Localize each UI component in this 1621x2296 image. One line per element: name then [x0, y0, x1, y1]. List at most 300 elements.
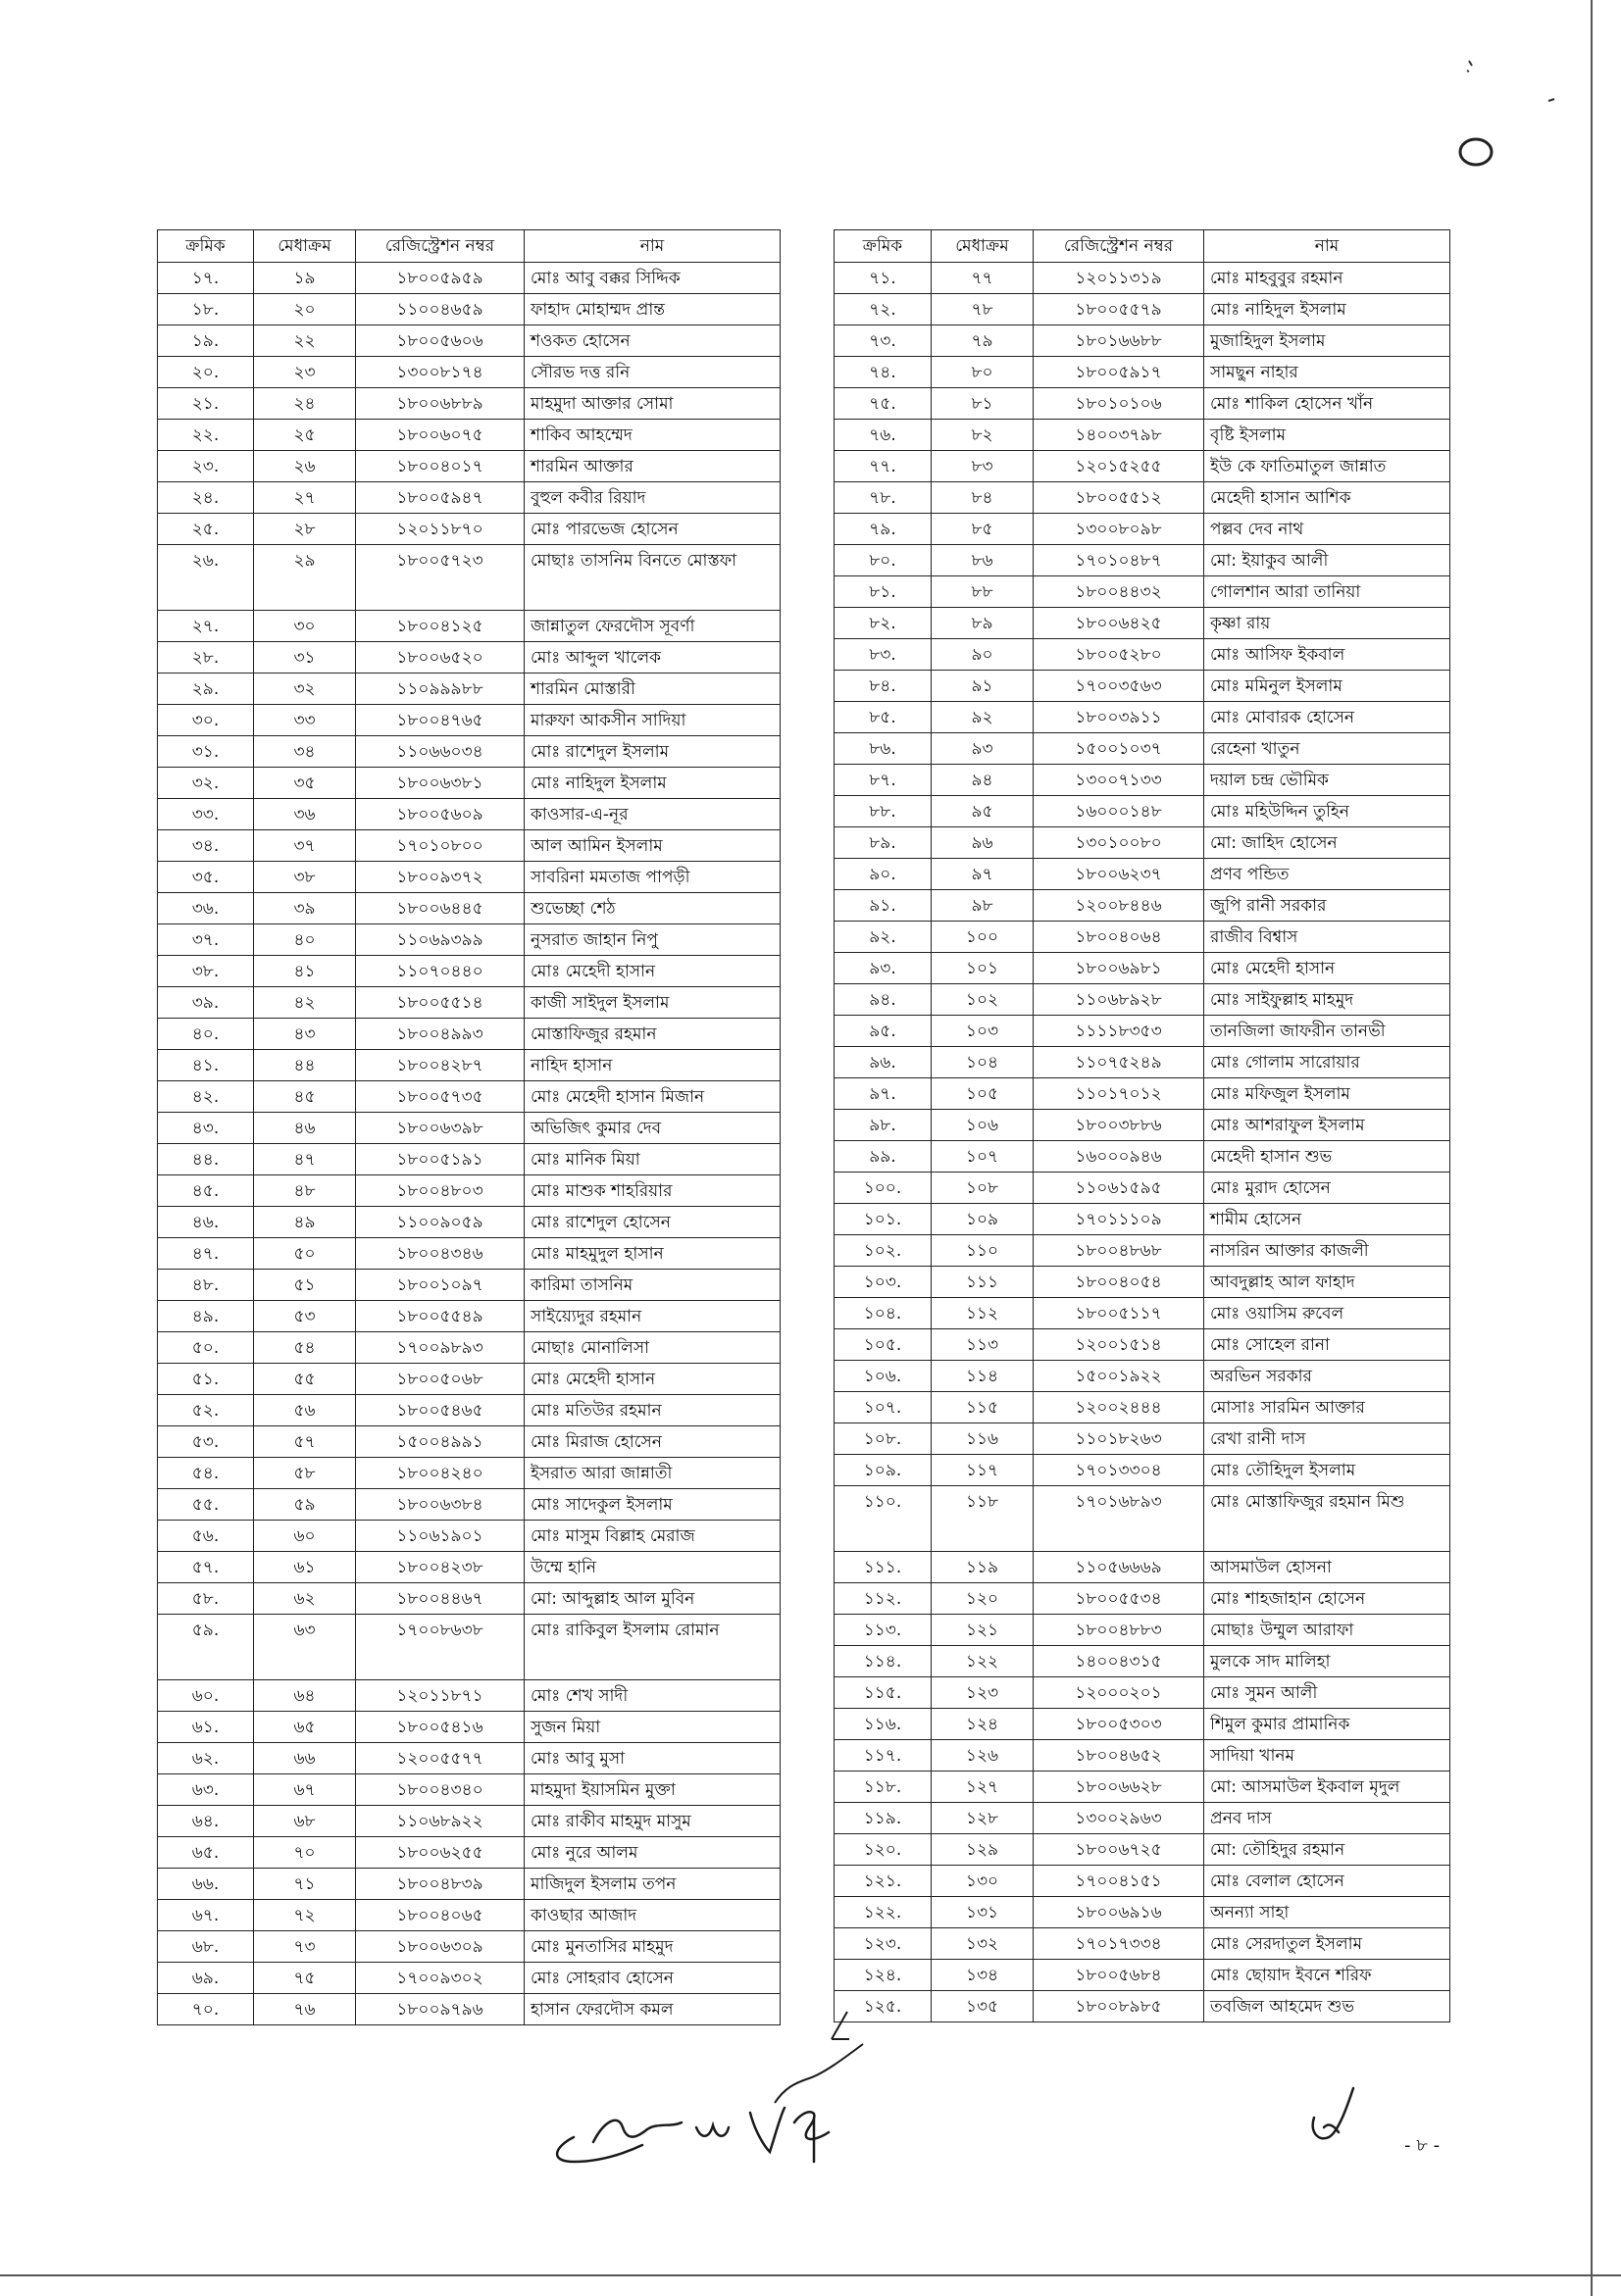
cell-merit: ১০৮ — [932, 1173, 1034, 1204]
table-row — [158, 674, 781, 705]
cell-merit: ২৬ — [254, 451, 356, 482]
cell-registration: ১৮০০৫৫৭৯ — [1034, 294, 1204, 325]
cell-merit: ৯৩ — [932, 733, 1034, 765]
cell-merit: ৬৮ — [254, 1806, 356, 1837]
cell-merit: ১৩১ — [932, 1897, 1034, 1928]
table-row — [835, 953, 1450, 984]
cell-merit: ১৩৪ — [932, 1960, 1034, 1991]
cell-merit: ৮১ — [932, 388, 1034, 420]
cell-merit: ৩৬ — [254, 799, 356, 830]
cell-registration: ১৮০০৫৭২৩ — [356, 545, 525, 611]
table-row — [158, 1175, 781, 1207]
cell-registration: ১১০১৭০১২ — [1034, 1078, 1204, 1110]
cell-merit: ২৫ — [254, 420, 356, 451]
cell-serial: ৬২. — [158, 1743, 254, 1774]
cell-registration: ১৮০০৪২৩৮ — [356, 1552, 525, 1583]
cell-registration: ১৮০১০১০৬ — [1034, 388, 1204, 420]
cell-merit: ১০৭ — [932, 1141, 1034, 1173]
cell-registration: ১৮০০৪০১৭ — [356, 451, 525, 482]
cell-name: মুজাহিদুল ইসলাম — [1204, 325, 1450, 357]
cell-serial: ৬০. — [158, 1680, 254, 1712]
table-row — [835, 1235, 1450, 1267]
cell-name: মেহেদী হাসান শুভ — [1204, 1141, 1450, 1173]
cell-registration: ১৮০০৬৫২০ — [356, 642, 525, 674]
table-row — [158, 1144, 781, 1175]
table-row — [835, 796, 1450, 827]
table-row — [835, 984, 1450, 1016]
table-row — [835, 576, 1450, 608]
cell-serial: ৫৮. — [158, 1583, 254, 1615]
cell-registration: ১৮০০৫৯১৭ — [1034, 357, 1204, 388]
table-row — [158, 1458, 781, 1489]
cell-name: উম্মে হানি — [525, 1552, 781, 1583]
table-row — [158, 768, 781, 799]
table-row — [835, 1267, 1450, 1298]
table-row — [158, 1270, 781, 1301]
table-row — [835, 325, 1450, 357]
cell-registration: ১১০৬১৯০১ — [356, 1521, 525, 1552]
cell-serial: ৫৪. — [158, 1458, 254, 1489]
cell-merit: ১৩৫ — [932, 1991, 1034, 2022]
cell-registration: ১৭০০৩৫৬৩ — [1034, 671, 1204, 702]
cell-registration: ১২০১৫২৫৫ — [1034, 451, 1204, 482]
cell-serial: ৪৪. — [158, 1144, 254, 1175]
cell-name: তবজিল আহমেদ শুভ — [1204, 1991, 1450, 2022]
cell-name: মোঃ রাশেদুল ইসলাম — [525, 736, 781, 768]
cell-name: মারুফা আকসীন সাদিয়া — [525, 705, 781, 736]
cell-serial: ৯৭. — [835, 1078, 932, 1110]
cell-serial: ৭৪. — [835, 357, 932, 388]
table-row — [835, 1897, 1450, 1928]
cell-name: মোঃ মেহেদী হাসান — [525, 1364, 781, 1395]
table-row — [158, 1931, 781, 1963]
cell-registration: ১৮০০৫৫১২ — [1034, 482, 1204, 514]
cell-registration: ১১০৫৬৬৬৯ — [1034, 1552, 1204, 1583]
cell-serial: ১০১. — [835, 1204, 932, 1235]
header-name: নাম — [525, 230, 781, 263]
cell-registration: ১২০১১৩১৯ — [1034, 263, 1204, 294]
cell-registration: ১৮০০৫২৮০ — [1034, 639, 1204, 671]
cell-name: মোঃ মিরাজ হোসেন — [525, 1426, 781, 1458]
cell-registration: ১৮০০৪৮৩৯ — [356, 1869, 525, 1900]
cell-merit: ৫৪ — [254, 1332, 356, 1364]
cell-serial: ১০৬. — [835, 1361, 932, 1392]
cell-name: মোঃ শাকিল হোসেন খাঁন — [1204, 388, 1450, 420]
cell-name: কারিমা তাসনিম — [525, 1270, 781, 1301]
header-merit: মেধাক্রম — [932, 230, 1034, 263]
cell-registration: ১৮০০৯৭৯৬ — [356, 1994, 525, 2025]
table-row — [835, 1677, 1450, 1709]
cell-serial: ৯৯. — [835, 1141, 932, 1173]
cell-registration: ১৮০০৫৩০৩ — [1034, 1709, 1204, 1740]
header-serial: ক্রমিক — [158, 230, 254, 263]
cell-merit: ৬৪ — [254, 1680, 356, 1712]
cell-registration: ১১০৯৯৯৮৮ — [356, 674, 525, 705]
cell-merit: ১০২ — [932, 984, 1034, 1016]
cell-name: আবদুল্লাহ আল ফাহাদ — [1204, 1267, 1450, 1298]
cell-registration: ১৮০০৪০৬৫ — [356, 1900, 525, 1931]
table-row — [158, 642, 781, 674]
cell-registration: ১৮০০৬৯৮১ — [1034, 953, 1204, 984]
cell-serial: ৫৭. — [158, 1552, 254, 1583]
cell-serial: ৩৪. — [158, 830, 254, 862]
table-row — [158, 482, 781, 514]
cell-name: মোঃ ওয়াসিম রুবেল — [1204, 1298, 1450, 1329]
cell-registration: ১৭০১৬৮৯৩ — [1034, 1486, 1204, 1552]
table-row — [158, 1806, 781, 1837]
table-row — [835, 1047, 1450, 1078]
cell-serial: ১২২. — [835, 1897, 932, 1928]
cell-name: কাওছার আজাদ — [525, 1900, 781, 1931]
table-row — [835, 1866, 1450, 1897]
cell-registration: ১১০০৯০৫৯ — [356, 1207, 525, 1238]
cell-name: নাহিদ হাসান — [525, 1050, 781, 1081]
table-row — [158, 545, 781, 611]
table-row — [835, 294, 1450, 325]
table-row — [835, 1486, 1450, 1552]
cell-registration: ১৮০০৪৭৬৫ — [356, 705, 525, 736]
cell-serial: ১১৭. — [835, 1740, 932, 1772]
table-row — [835, 702, 1450, 733]
cell-registration: ১৮০০১০৯৭ — [356, 1270, 525, 1301]
cell-merit: ১০৫ — [932, 1078, 1034, 1110]
cell-registration: ১৮০০৮৯৮৫ — [1034, 1991, 1204, 2022]
cell-registration: ১৮০০৬২৫৫ — [356, 1837, 525, 1869]
cell-merit: ৯২ — [932, 702, 1034, 733]
cell-serial: ১৯. — [158, 325, 254, 357]
cell-serial: ৩৬. — [158, 893, 254, 924]
table-row — [158, 893, 781, 924]
table-row — [835, 1960, 1450, 1991]
cell-serial: ৬৫. — [158, 1837, 254, 1869]
cell-name: মোঃ মোবারক হোসেন — [1204, 702, 1450, 733]
cell-name: শারমিন মোস্তারী — [525, 674, 781, 705]
cell-serial: ৪৯. — [158, 1301, 254, 1332]
cell-serial: ৯০. — [835, 859, 932, 890]
table-row — [158, 1395, 781, 1426]
table-row — [158, 1994, 781, 2025]
table-row — [835, 1078, 1450, 1110]
slash-mark — [824, 2010, 853, 2045]
cell-merit: ৪৪ — [254, 1050, 356, 1081]
cell-registration: ১৮০০৫৪৬৫ — [356, 1395, 525, 1426]
cell-registration: ১১০৬৬০৩৪ — [356, 736, 525, 768]
cell-name: মুলকে সাদ মালিহা — [1204, 1646, 1450, 1677]
cell-name: মোঃ ছোয়াদ ইবনে শরিফ — [1204, 1960, 1450, 1991]
cell-serial: ৫৩. — [158, 1426, 254, 1458]
cell-name: মোঃ সেরদাতুল ইসলাম — [1204, 1928, 1450, 1960]
cell-serial: ৬৯. — [158, 1963, 254, 1994]
cell-registration: ১৮০০৫০৬৮ — [356, 1364, 525, 1395]
table-row — [835, 859, 1450, 890]
table-row — [835, 1583, 1450, 1615]
cell-merit: ৭৯ — [932, 325, 1034, 357]
cell-merit: ৬০ — [254, 1521, 356, 1552]
cell-merit: ২৭ — [254, 482, 356, 514]
cell-registration: ১৮০০৬৮৮৯ — [356, 388, 525, 420]
cell-registration: ১৮০০৬৪২৫ — [1034, 608, 1204, 639]
table-row — [835, 827, 1450, 859]
cell-registration: ১৮০০৬৩৯৮ — [356, 1113, 525, 1144]
cell-serial: ৬৭. — [158, 1900, 254, 1931]
cell-merit: ৮৬ — [932, 545, 1034, 576]
cell-registration: ১৮০০৬৩০৯ — [356, 1931, 525, 1963]
cell-registration: ১২০১১৮৭০ — [356, 514, 525, 545]
signature-2 — [1294, 2078, 1373, 2157]
table-row — [835, 1141, 1450, 1173]
cell-name: পল্লব দেব নাথ — [1204, 514, 1450, 545]
cell-merit: ১২৬ — [932, 1740, 1034, 1772]
cell-merit: ১১৪ — [932, 1361, 1034, 1392]
cell-registration: ১৫০০৪৯৯১ — [356, 1426, 525, 1458]
cell-merit: ৮৫ — [932, 514, 1034, 545]
cell-registration: ১৮০০৬৭২৫ — [1034, 1834, 1204, 1866]
cell-merit: ৪৩ — [254, 1019, 356, 1050]
cell-name: মাহমুদা আক্তার সোমা — [525, 388, 781, 420]
cell-registration: ১৮০০৪৮০৩ — [356, 1175, 525, 1207]
cell-registration: ১৮০০৫৪১৬ — [356, 1712, 525, 1743]
cell-name: মোছাঃ উম্মুল আরাফা — [1204, 1615, 1450, 1646]
table-row — [158, 1583, 781, 1615]
cell-serial: ৫০. — [158, 1332, 254, 1364]
cell-name: মোঃ মেহেদী হাসান — [1204, 953, 1450, 984]
scan-edge-line — [1587, 0, 1596, 2296]
cell-merit: ১১৩ — [932, 1329, 1034, 1361]
cell-registration: ১৭০১১১০৯ — [1034, 1204, 1204, 1235]
cell-merit: ৫৬ — [254, 1395, 356, 1426]
header-registration: রেজিস্ট্রেশন নম্বর — [1034, 230, 1204, 263]
cell-merit: ১১১ — [932, 1267, 1034, 1298]
cell-merit: ৬৩ — [254, 1615, 356, 1680]
cell-merit: ৯৮ — [932, 890, 1034, 922]
cell-merit: ৭৬ — [254, 1994, 356, 2025]
cell-registration: ১৩০০২৯৬৩ — [1034, 1803, 1204, 1834]
cell-merit: ৩১ — [254, 642, 356, 674]
table-row — [835, 545, 1450, 576]
table-row — [158, 325, 781, 357]
cell-name: সাইয়্যেদুর রহমান — [525, 1301, 781, 1332]
cell-name: শিমুল কুমার প্রামানিক — [1204, 1709, 1450, 1740]
scan-speck-mark-2 — [1545, 93, 1560, 109]
cell-serial: ৮০. — [835, 545, 932, 576]
cell-name: বৃষ্টি ইসলাম — [1204, 420, 1450, 451]
cell-name: মোছাঃ তাসনিম বিনতে মোস্তফা — [525, 545, 781, 611]
cell-merit: ১১০ — [932, 1235, 1034, 1267]
header-merit: মেধাক্রম — [254, 230, 356, 263]
cell-merit: ৫৮ — [254, 1458, 356, 1489]
cell-merit: ৮৪ — [932, 482, 1034, 514]
table-row — [835, 1173, 1450, 1204]
table-row — [158, 263, 781, 294]
cell-serial: ১১৯. — [835, 1803, 932, 1834]
cell-registration: ১৬০০০১৪৮ — [1034, 796, 1204, 827]
cell-serial: ৯১. — [835, 890, 932, 922]
cell-registration: ১৮০০৬৩৮৪ — [356, 1489, 525, 1521]
cell-serial: ৯৪. — [835, 984, 932, 1016]
table-row — [835, 1329, 1450, 1361]
cell-name: রেহেনা খাতুন — [1204, 733, 1450, 765]
cell-registration: ১৮০০৫৬৮৪ — [1034, 1960, 1204, 1991]
cell-merit: ১০৬ — [932, 1110, 1034, 1141]
cell-name: মাজিদুল ইসলাম তপন — [525, 1869, 781, 1900]
table-row — [158, 1332, 781, 1364]
cell-serial: ৬৮. — [158, 1931, 254, 1963]
cell-merit: ৫৯ — [254, 1489, 356, 1521]
cell-merit: ৩৭ — [254, 830, 356, 862]
cell-registration: ১২০০২৪৪৪ — [1034, 1392, 1204, 1423]
cell-serial: ১৮. — [158, 294, 254, 325]
cell-registration: ১৮০০৪৪৬৭ — [356, 1583, 525, 1615]
cell-registration: ১১০৬১৫৯৫ — [1034, 1173, 1204, 1204]
cell-name: মো: জাহিদ হোসেন — [1204, 827, 1450, 859]
cell-name: মোঃ মাহবুবুর রহমান — [1204, 263, 1450, 294]
cell-name: মোঃ মাহমুদুল হাসান — [525, 1238, 781, 1270]
cell-serial: ৮৭. — [835, 765, 932, 796]
cell-registration: ১৮০০৪০৫৪ — [1034, 1267, 1204, 1298]
cell-serial: ৮৩. — [835, 639, 932, 671]
cell-name: আসমাউল হোসনা — [1204, 1552, 1450, 1583]
cell-name: জান্নাতুল ফেরদৌস সূবর্ণা — [525, 611, 781, 642]
cell-merit: ১০০ — [932, 922, 1034, 953]
cell-serial: ৫২. — [158, 1395, 254, 1426]
cell-name: ইসরাত আরা জান্নাতী — [525, 1458, 781, 1489]
cell-merit: ৮৯ — [932, 608, 1034, 639]
cell-registration: ১১০৬৮৯২৮ — [1034, 984, 1204, 1016]
cell-name: মোঃ আবু মুসা — [525, 1743, 781, 1774]
table-row — [158, 611, 781, 642]
cell-serial: ৩৯. — [158, 987, 254, 1019]
table-row — [158, 514, 781, 545]
table-row — [835, 1646, 1450, 1677]
cell-serial: ৭৭. — [835, 451, 932, 482]
table-row — [835, 765, 1450, 796]
cell-name: মোঃ রাশেদুল হোসেন — [525, 1207, 781, 1238]
cell-serial: ৭৬. — [835, 420, 932, 451]
table-row — [158, 705, 781, 736]
cell-serial: ২৪. — [158, 482, 254, 514]
cell-registration: ১৭০০৮৬৩৮ — [356, 1615, 525, 1680]
cell-name: মোস্তাফিজুর রহমান — [525, 1019, 781, 1050]
cell-merit: ২০ — [254, 294, 356, 325]
cell-merit: ৮৩ — [932, 451, 1034, 482]
cell-registration: ১১০১৮২৬৩ — [1034, 1423, 1204, 1455]
table-row — [158, 736, 781, 768]
cell-registration: ১৮০০৫১১৭ — [1034, 1298, 1204, 1329]
table-row — [158, 357, 781, 388]
cell-serial: ৭৯. — [835, 514, 932, 545]
cell-name: নুসরাত জাহান নিপু — [525, 924, 781, 956]
cell-serial: ২৮. — [158, 642, 254, 674]
table-row — [158, 1774, 781, 1806]
cell-name: রাজীব বিশ্বাস — [1204, 922, 1450, 953]
cell-merit: ৭৫ — [254, 1963, 356, 1994]
cell-serial: ১১২. — [835, 1583, 932, 1615]
cell-name: মোঃ আবু বক্কর সিদ্দিক — [525, 263, 781, 294]
cell-name: মোঃ সোহরাব হোসেন — [525, 1963, 781, 1994]
cell-serial: ১২১. — [835, 1866, 932, 1897]
cell-registration: ১৮০০৫৭৩৫ — [356, 1081, 525, 1113]
table-row — [835, 357, 1450, 388]
cell-merit: ৭৩ — [254, 1931, 356, 1963]
cell-registration: ১৩০১০০৮০ — [1034, 827, 1204, 859]
table-row — [158, 1963, 781, 1994]
cell-merit: ৬৬ — [254, 1743, 356, 1774]
cell-registration: ১১০৭৫২৪৯ — [1034, 1047, 1204, 1078]
cell-name: মোঃ মেহেদী হাসান — [525, 956, 781, 987]
cell-registration: ১৩০০৭১৩৩ — [1034, 765, 1204, 796]
cell-name: প্রনব দাস — [1204, 1803, 1450, 1834]
cell-name: মোঃ পারভেজ হোসেন — [525, 514, 781, 545]
cell-merit: ৯০ — [932, 639, 1034, 671]
cell-serial: ৬৪. — [158, 1806, 254, 1837]
cell-name: মোঃ শেখ সাদী — [525, 1680, 781, 1712]
cell-merit: ৫৩ — [254, 1301, 356, 1332]
cell-name: ফাহাদ মোহাম্মদ প্রান্ত — [525, 294, 781, 325]
cell-registration: ১৮০০৪৪৩২ — [1034, 576, 1204, 608]
cell-registration: ১৮০০৫৬০৬ — [356, 325, 525, 357]
cell-merit: ১১৬ — [932, 1423, 1034, 1455]
cell-merit: ৩৮ — [254, 862, 356, 893]
cell-merit: ১০৩ — [932, 1016, 1034, 1047]
cell-merit: ৫৫ — [254, 1364, 356, 1395]
cell-registration: ১৪০০৩৭৯৮ — [1034, 420, 1204, 451]
cell-name: মাহমুদা ইয়াসমিন মুক্তা — [525, 1774, 781, 1806]
cell-registration: ১৪০০৪৩১৫ — [1034, 1646, 1204, 1677]
cell-name: মো: আসমাউল ইকবাল মৃদুল — [1204, 1772, 1450, 1803]
table-row — [158, 987, 781, 1019]
table-row — [835, 1991, 1450, 2022]
table-row — [158, 924, 781, 956]
table-row — [835, 1204, 1450, 1235]
cell-serial: ৯৮. — [835, 1110, 932, 1141]
cell-name: সামছুন নাহার — [1204, 357, 1450, 388]
cell-name: মোঃ রাকীব মাহমুদ মাসুম — [525, 1806, 781, 1837]
cell-merit: ৬৭ — [254, 1774, 356, 1806]
cell-merit: ৯৭ — [932, 859, 1034, 890]
cell-merit: ৯৪ — [932, 765, 1034, 796]
cell-name: অরভিন সরকার — [1204, 1361, 1450, 1392]
cell-merit: ৪৫ — [254, 1081, 356, 1113]
cell-name: হাসান ফেরদৌস কমল — [525, 1994, 781, 2025]
cell-serial: ১১৩. — [835, 1615, 932, 1646]
cell-serial: ৩৭. — [158, 924, 254, 956]
table-row — [835, 1740, 1450, 1772]
cell-serial: ৩৫. — [158, 862, 254, 893]
cell-registration: ১৮০০৪১২৫ — [356, 611, 525, 642]
table-row — [158, 451, 781, 482]
cell-registration: ১৮০০৩৮৮৬ — [1034, 1110, 1204, 1141]
table-row — [835, 1423, 1450, 1455]
cell-name: সাদিয়া খানম — [1204, 1740, 1450, 1772]
cell-name: মোঃ সাদেকুল ইসলাম — [525, 1489, 781, 1521]
cell-merit: ২২ — [254, 325, 356, 357]
table-row — [158, 1113, 781, 1144]
cell-serial: ৬১. — [158, 1712, 254, 1743]
cell-merit: ১১৯ — [932, 1552, 1034, 1583]
cell-merit: ৭২ — [254, 1900, 356, 1931]
cell-name: অভিজিৎ কুমার দেব — [525, 1113, 781, 1144]
cell-registration: ১২০০৫৫৭৭ — [356, 1743, 525, 1774]
cell-name: মোঃ গোলাম সারোয়ার — [1204, 1047, 1450, 1078]
cell-name: মেহেদী হাসান আশিক — [1204, 482, 1450, 514]
cell-name: মোঃ মেহেদী হাসান মিজান — [525, 1081, 781, 1113]
cell-merit: ১২৯ — [932, 1834, 1034, 1866]
table-row — [835, 608, 1450, 639]
cell-merit: ৬১ — [254, 1552, 356, 1583]
cell-registration: ১৮০০৬২৩৭ — [1034, 859, 1204, 890]
table-row — [158, 1680, 781, 1712]
cell-registration: ১২০০৮৪৪৬ — [1034, 890, 1204, 922]
